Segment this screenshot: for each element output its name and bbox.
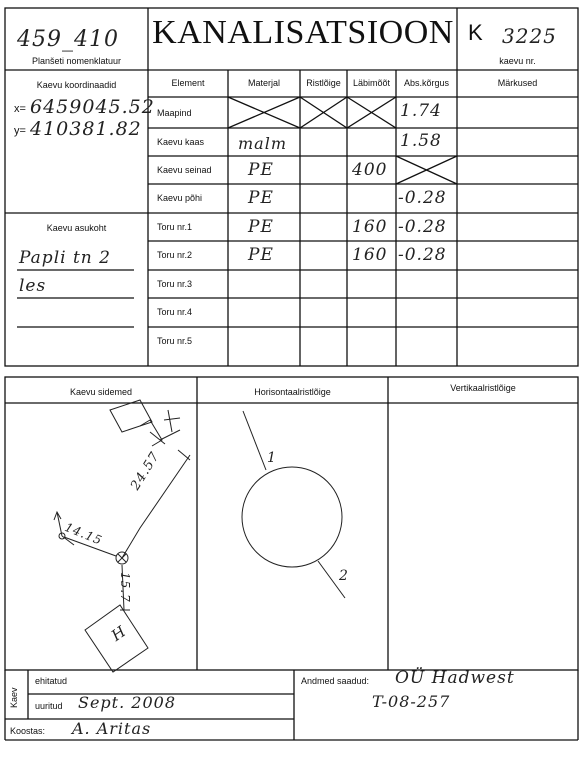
location-line2: les: [19, 276, 47, 296]
kaev-label: Kaev: [9, 687, 19, 708]
col-header-abs: Abs.kõrgus: [403, 78, 450, 88]
cell-abs: -0.28: [398, 245, 447, 265]
coordinates-label: Kaevu koordinaadid: [36, 80, 117, 90]
vertical-section-title: Vertikaalristlõige: [450, 383, 516, 393]
koostas-value: A. Aritas: [72, 719, 152, 738]
col-header-markused: Märkused: [497, 78, 538, 88]
connections-title: Kaevu sidemed: [69, 387, 133, 397]
y-prefix: y=: [14, 125, 26, 137]
andmed-label: Andmed saadud:: [301, 676, 370, 686]
sketch-distance-label: 14.15: [62, 520, 105, 548]
cell-materjal: PE: [248, 160, 274, 180]
cell-materjal: PE: [248, 245, 274, 265]
andmed-value: T-08-257: [372, 692, 451, 711]
col-header-ristloige: Ristlõige: [306, 78, 341, 88]
cell-abs: 1.74: [400, 101, 442, 121]
page-title: KANALISATSIOON: [152, 14, 454, 51]
row-element-label: Kaevu seinad: [157, 165, 212, 175]
cell-labimoot: 160: [352, 245, 388, 265]
koostas-label: Koostas:: [10, 726, 46, 736]
horizontal-section-title: Horisontaalristlõige: [254, 387, 331, 397]
uuritud-value: Sept. 2008: [78, 693, 176, 712]
cell-abs: -0.28: [398, 217, 447, 237]
row-element-label: Toru nr.2: [157, 250, 193, 260]
cell-materjal: malm: [238, 134, 287, 153]
row-element-label: Toru nr.1: [157, 222, 193, 232]
sketch-distance-label: 24.57: [128, 449, 164, 493]
horizontal-section: [242, 411, 345, 598]
x-coordinate: 6459045.52: [30, 96, 155, 118]
location-line1: Papli tn 2: [19, 248, 111, 268]
cell-materjal: PE: [248, 217, 274, 237]
col-header-materjal: Materjal: [247, 78, 280, 88]
well-prefix: K: [468, 20, 483, 45]
col-header-element: Element: [171, 78, 205, 88]
x-prefix: x=: [14, 103, 26, 115]
row-element-label: Toru nr.4: [157, 307, 193, 317]
row-element-label: Kaevu põhi: [157, 193, 203, 203]
sketch-house-label: H: [108, 621, 130, 645]
pipe-label: 1: [267, 450, 277, 466]
well-number-label: kaevu nr.: [499, 56, 536, 66]
location-label: Kaevu asukoht: [46, 223, 107, 233]
row-element-label: Toru nr.5: [157, 336, 193, 346]
y-coordinate: 410381.82: [30, 118, 142, 140]
nomenclature-value: 459_410: [17, 27, 119, 52]
andmed-value: OÜ Hadwest: [395, 668, 515, 688]
col-header-labimoot: Läbimõõt: [352, 78, 391, 88]
cell-materjal: PE: [248, 188, 274, 208]
uuritud-label: uuritud: [35, 701, 63, 711]
ehitatud-label: ehitatud: [35, 676, 68, 686]
row-element-label: Maapind: [157, 108, 192, 118]
cell-labimoot: 400: [352, 160, 388, 180]
pipe-label: 2: [339, 568, 349, 584]
cell-labimoot: 160: [352, 217, 388, 237]
cell-abs: 1.58: [400, 131, 442, 151]
cell-abs: -0.28: [398, 188, 447, 208]
row-element-label: Kaevu kaas: [157, 137, 205, 147]
sketch-distance-label: 15.7: [118, 572, 132, 603]
row-element-label: Toru nr.3: [157, 279, 193, 289]
well-number: 3225: [502, 24, 557, 48]
nomenclature-label: Planšeti nomenklatuur: [31, 56, 122, 66]
